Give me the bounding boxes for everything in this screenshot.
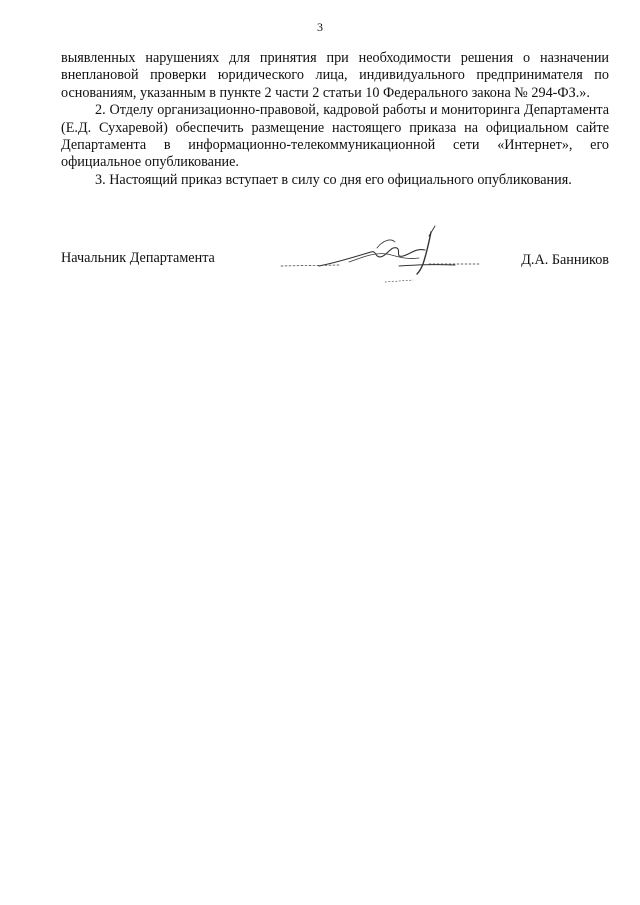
signer-name: Д.А. Банников xyxy=(521,252,609,268)
signature-block xyxy=(61,244,609,304)
handwritten-signature xyxy=(279,222,489,292)
page-number: 3 xyxy=(317,20,323,34)
document-body xyxy=(61,50,609,189)
paragraph-continuation: выявленных нарушениях для принятия при необходимости решения о назначении внеплановой проверки юридического лица, индивидуального предпринимателя по основаниям, указанным в пункте 2 части 2 статьи 10 Федерального закона № 294-ФЗ.». xyxy=(61,50,609,101)
paragraph-item-3: 3. Настоящий приказ вступает в силу со дня его официального опубликования. xyxy=(95,171,572,188)
signer-position: Начальник Департамента xyxy=(61,250,215,266)
paragraph-item-2: 2. Отделу организационно-правовой, кадровой работы и мониторинга Департамента (Е.Д. Сухаревой) обеспечить размещение настоящего приказа на официальном сайте Департамента в информационно-телекоммуникационной сети «Интернет», его официальное опубликование. xyxy=(61,102,609,171)
